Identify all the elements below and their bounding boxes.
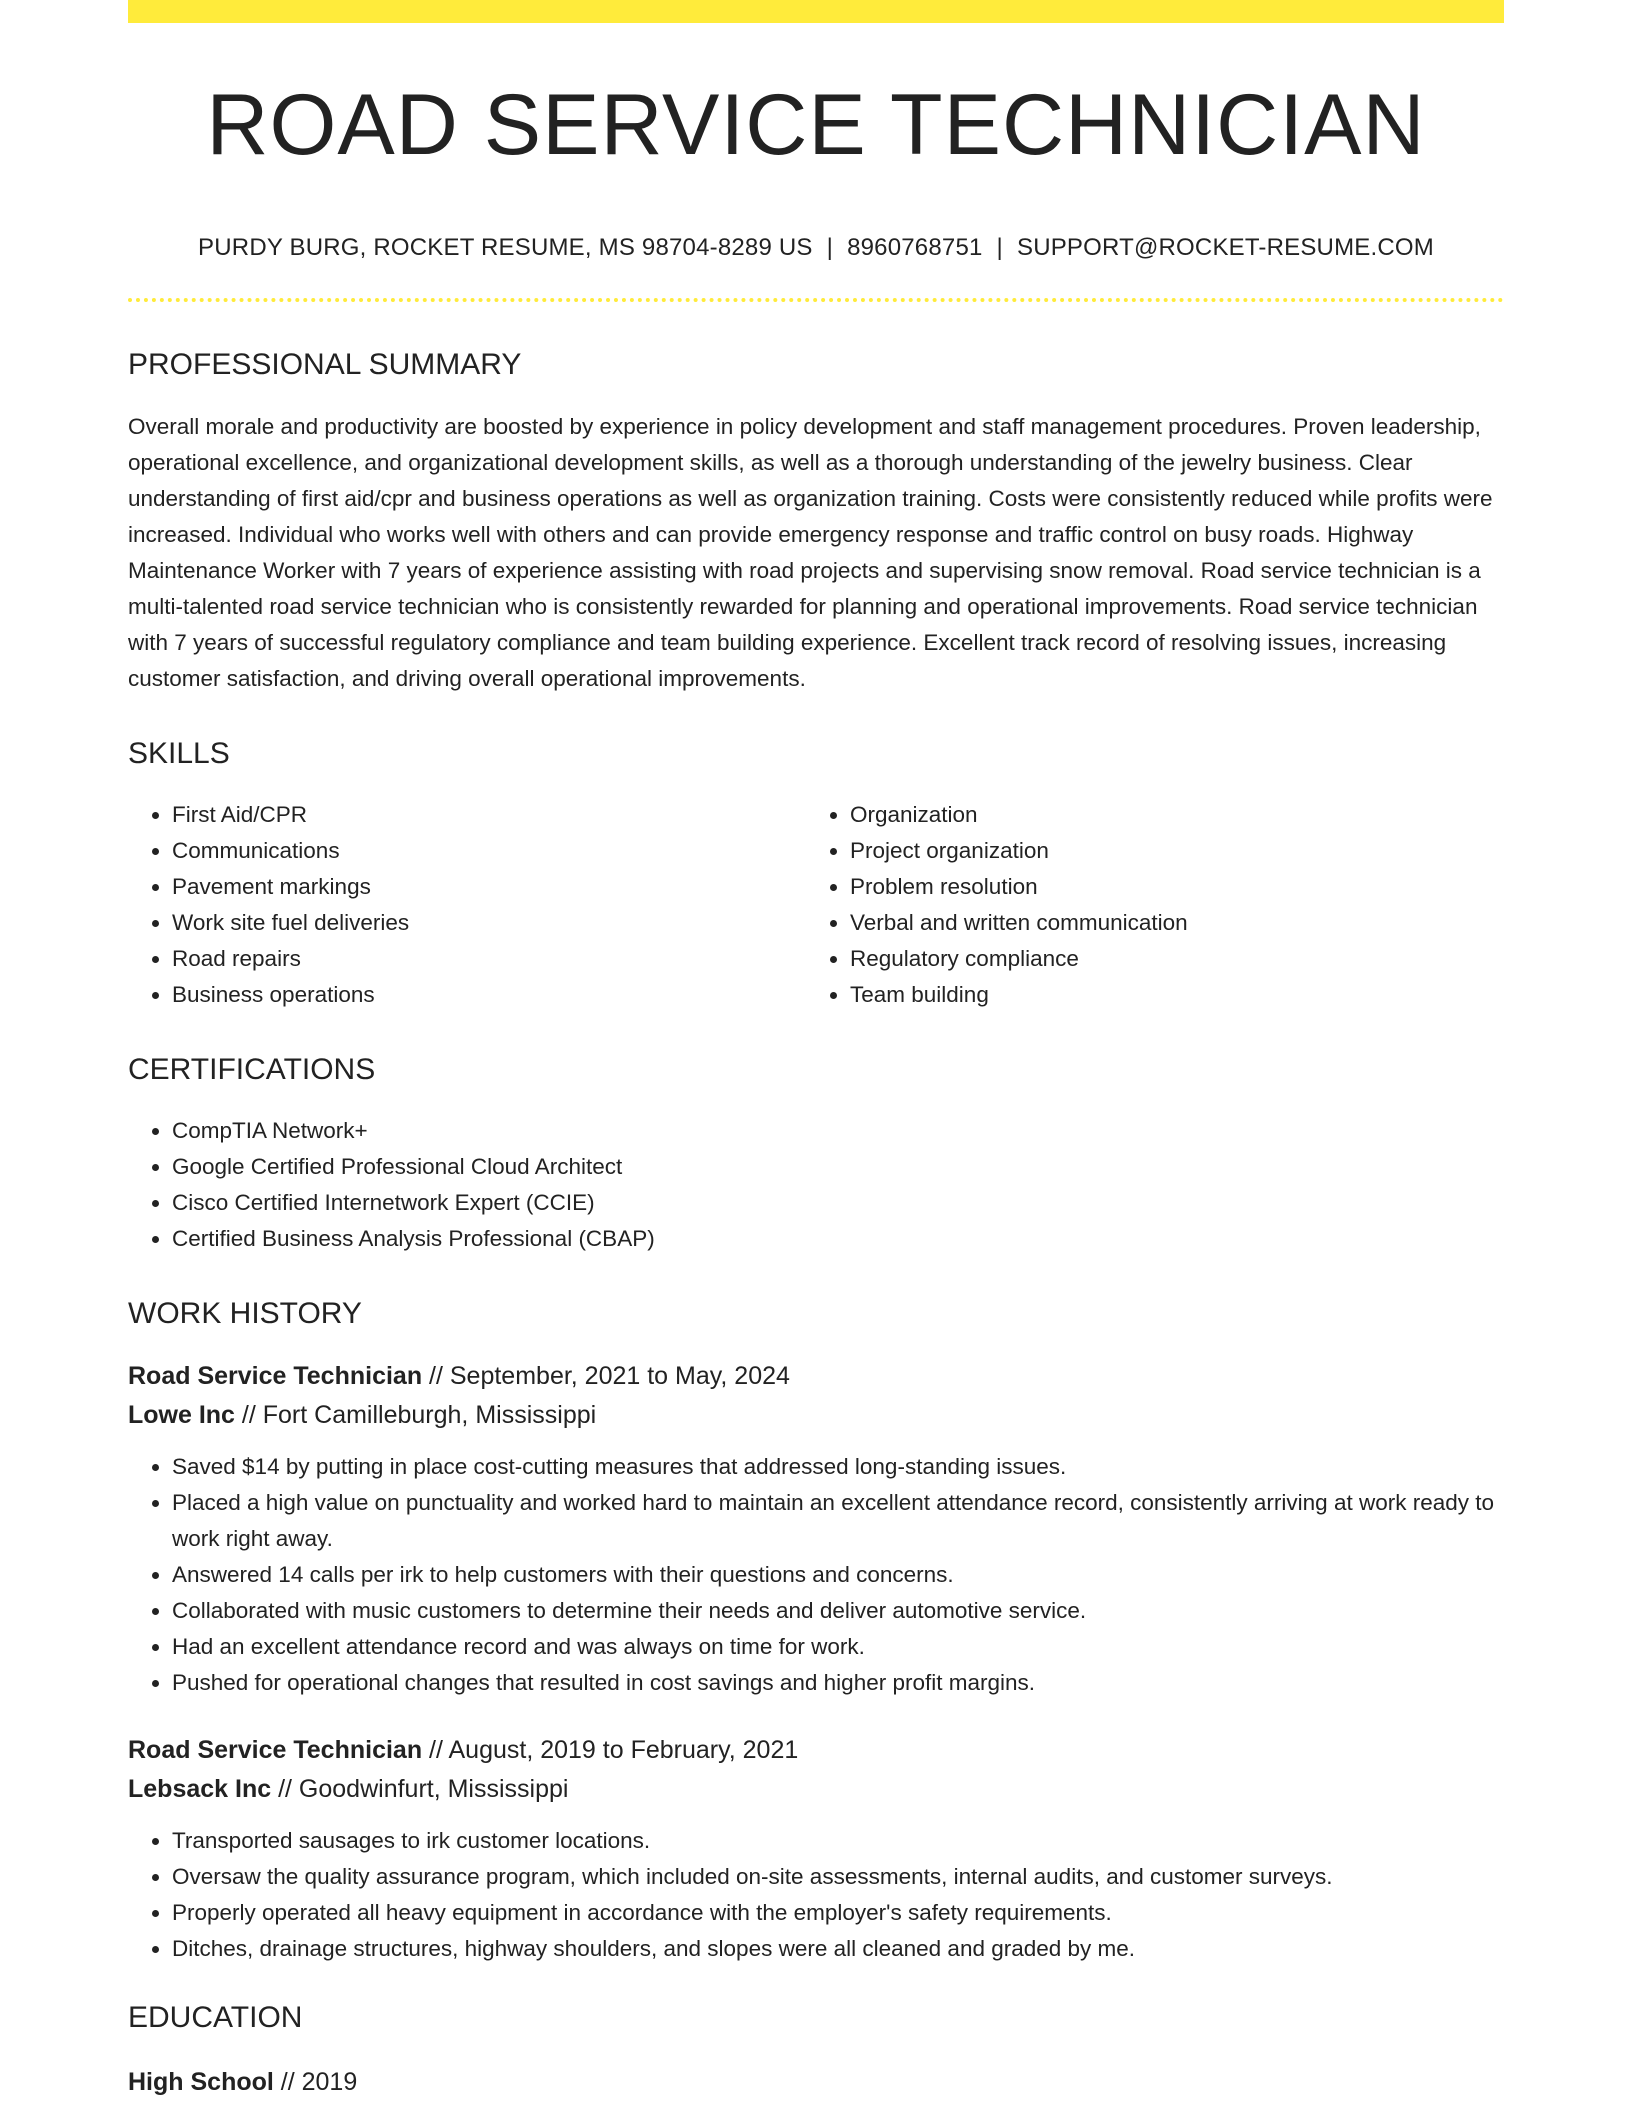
contact-address: PURDY BURG, ROCKET RESUME, MS 98704-8289 US [198, 234, 813, 261]
summary-heading: PROFESSIONAL SUMMARY [128, 348, 522, 381]
skill-item: • Road repairs [172, 941, 806, 977]
skill-item: • Regulatory compliance [850, 941, 1484, 977]
job-duty: • Ditches, drainage structures, highway shoulders, and slopes were all cleaned and graded by me. [172, 1931, 1504, 1967]
dotted-divider [128, 298, 1504, 302]
job-duty: • Saved $14 by putting in place cost-cutting measures that addressed long-standing issues. [172, 1449, 1504, 1485]
skills-column-right [806, 797, 1484, 1013]
resume-page [128, 0, 1504, 2102]
job-duty: • Pushed for operational changes that resulted in cost savings and higher profit margins. [172, 1665, 1504, 1701]
job-duty: • Answered 14 calls per irk to help customers with their questions and concerns. [172, 1557, 1504, 1593]
job-role: Road Service Technician [128, 1736, 423, 1764]
contact-line [128, 234, 1504, 262]
contact-phone: 8960768751 [847, 234, 983, 261]
job-dates: // September, 2021 to May, 2024 [422, 1362, 790, 1390]
skills-heading: SKILLS [128, 737, 230, 770]
work-history-heading: WORK HISTORY [128, 1297, 362, 1330]
contact-separator: | [826, 234, 834, 261]
job-duty: • Transported sausages to irk customer locations. [172, 1823, 1504, 1859]
contact-separator: | [996, 234, 1003, 261]
job-duty: • Collaborated with music customers to determine their needs and deliver automotive service. [172, 1593, 1504, 1629]
job-company: Lebsack Inc [128, 1775, 272, 1803]
skill-item: • Project organization [850, 833, 1484, 869]
skill-item: • Pavement markings [172, 869, 806, 905]
skills-column-left [128, 797, 806, 1013]
certification-item: • CompTIA Network+ [172, 1113, 1504, 1149]
job-title-line [128, 1357, 1504, 1396]
job-company: Lowe Inc [128, 1401, 235, 1429]
skill-item: • Verbal and written communication [850, 905, 1484, 941]
skill-item: • Business operations [172, 977, 806, 1013]
contact-email: SUPPORT@ROCKET-RESUME.COM [1016, 234, 1434, 261]
skill-item: • First Aid/CPR [172, 797, 806, 833]
resume-name: ROAD SERVICE TECHNICIAN [206, 77, 1426, 173]
certification-item: • Certified Business Analysis Professional (CBAP) [172, 1221, 1504, 1257]
job-role: Road Service Technician [128, 1362, 423, 1390]
certifications-heading: CERTIFICATIONS [128, 1053, 376, 1086]
job-dates: // August, 2019 to February, 2021 [422, 1736, 799, 1764]
accent-bar [128, 0, 1504, 23]
education-heading: EDUCATION [128, 2001, 303, 2034]
job-duty: • Had an excellent attendance record and was always on time for work. [172, 1629, 1504, 1665]
skill-item: • Work site fuel deliveries [172, 905, 806, 941]
job-duty: • Properly operated all heavy equipment in accordance with the employer's safety requirements. [172, 1895, 1504, 1931]
skill-item: • Organization [850, 797, 1484, 833]
skill-item: • Communications [172, 833, 806, 869]
skill-item: • Team building [850, 977, 1484, 1013]
job-duties-list [128, 1449, 1504, 1701]
job-location: // Fort Camilleburgh, Mississippi [234, 1401, 597, 1429]
job-location: // Goodwinfurt, Mississippi [271, 1775, 569, 1803]
certification-item: • Google Certified Professional Cloud Architect [172, 1149, 1504, 1185]
certification-item: • Cisco Certified Internetwork Expert (CCIE) [172, 1185, 1504, 1221]
summary-text: Overall morale and productivity are boosted by experience in policy development and staff management procedures. Proven leadership, operational excellence, and organizational development skills, as well as a thorough understanding of the jewelry business. Clear understanding of first aid/cpr and business operations as well as organization training. Costs were consistently reduced while profits were increased. Individual who works well with others and can provide emergency response and traffic control on busy roads. Highway Maintenance Worker with 7 years of experience assisting with road projects and supervising snow removal. Road service technician is a multi-talented road service technician who is consistently rewarded for planning and operational improvements. Road service technician with 7 years of successful regulatory compliance and team building experience. Excellent track record of resolving issues, increasing customer satisfaction, and driving overall operational improvements. [128, 414, 1493, 691]
job-title-line [128, 1731, 1504, 1770]
skill-item: • Problem resolution [850, 869, 1484, 905]
certifications-list [128, 1113, 1504, 1257]
skills-list [128, 797, 1504, 1013]
job-duty: • Placed a high value on punctuality and worked hard to maintain an excellent attendance record, consistently arriving at work ready to work right away. [172, 1485, 1504, 1557]
education-entry [128, 2063, 1504, 2102]
job-duty: • Oversaw the quality assurance program, which included on-site assessments, internal audits, and customer surveys. [172, 1859, 1504, 1895]
education-year: // 2019 [273, 2068, 358, 2096]
education-school: High School [128, 2068, 274, 2096]
job-duties-list [128, 1823, 1504, 1967]
job-company-line [128, 1396, 1504, 1435]
job-company-line [128, 1770, 1504, 1809]
